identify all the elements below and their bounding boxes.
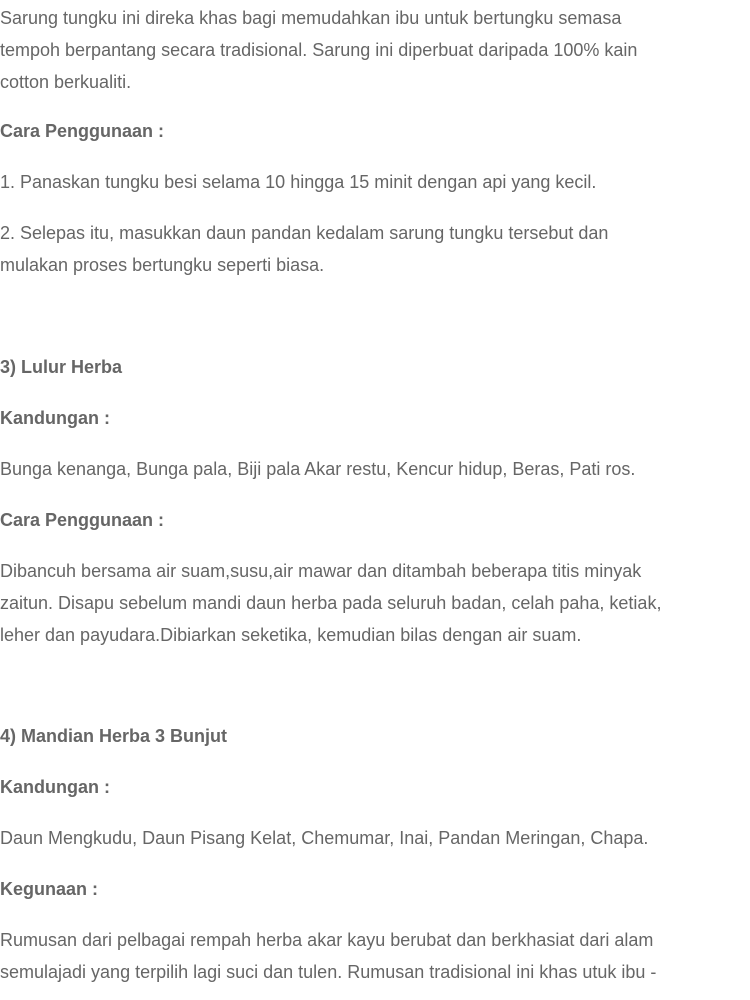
mandian-contents-text: Daun Mengkudu, Daun Pisang Kelat, Chemumar, Inai, Pandan Meringan, Chapa.: [0, 828, 649, 848]
mandian-benefits-line: semulajadi yang terpilih lagi suci dan tulen. Rumusan tradisional ini khas utuk ibu -: [0, 962, 657, 982]
mandian-benefits-line: Rumusan dari pelbagai rempah herba akar kayu berubat dan berkhasiat dari alam: [0, 930, 654, 950]
tungku-step-2-line: mulakan proses bertungku seperti biasa.: [0, 255, 325, 275]
intro-paragraph-line: tempoh berpantang secara tradisional. Sarung ini diperbuat daripada 100% kain: [0, 40, 638, 60]
intro-paragraph-line: cotton berkualiti.: [0, 72, 132, 92]
lulur-usage-line: zaitun. Disapu sebelum mandi daun herba pada seluruh badan, celah paha, ketiak,: [0, 593, 662, 613]
tungku-usage-heading: Cara Penggunaan :: [0, 121, 165, 141]
lulur-usage-line: leher dan payudara.Dibiarkan seketika, kemudian bilas dengan air suam.: [0, 625, 582, 645]
lulur-contents-text: Bunga kenanga, Bunga pala, Biji pala Akar restu, Kencur hidup, Beras, Pati ros.: [0, 459, 636, 479]
mandian-contents-heading: Kandungan :: [0, 777, 110, 797]
mandian-benefits-heading: Kegunaan :: [0, 879, 99, 899]
mandian-section-title: 4) Mandian Herba 3 Bunjut: [0, 726, 228, 746]
lulur-usage-line: Dibancuh bersama air suam,susu,air mawar dan ditambah beberapa titis minyak: [0, 561, 642, 581]
lulur-section-title: 3) Lulur Herba: [0, 357, 123, 377]
lulur-contents-heading: Kandungan :: [0, 408, 110, 428]
intro-paragraph-line: Sarung tungku ini direka khas bagi memudahkan ibu untuk bertungku semasa: [0, 8, 622, 28]
tungku-step-1: 1. Panaskan tungku besi selama 10 hingga 15 minit dengan api yang kecil.: [0, 172, 597, 192]
tungku-step-2-line: 2. Selepas itu, masukkan daun pandan kedalam sarung tungku tersebut dan: [0, 223, 609, 243]
lulur-usage-heading: Cara Penggunaan :: [0, 510, 165, 530]
